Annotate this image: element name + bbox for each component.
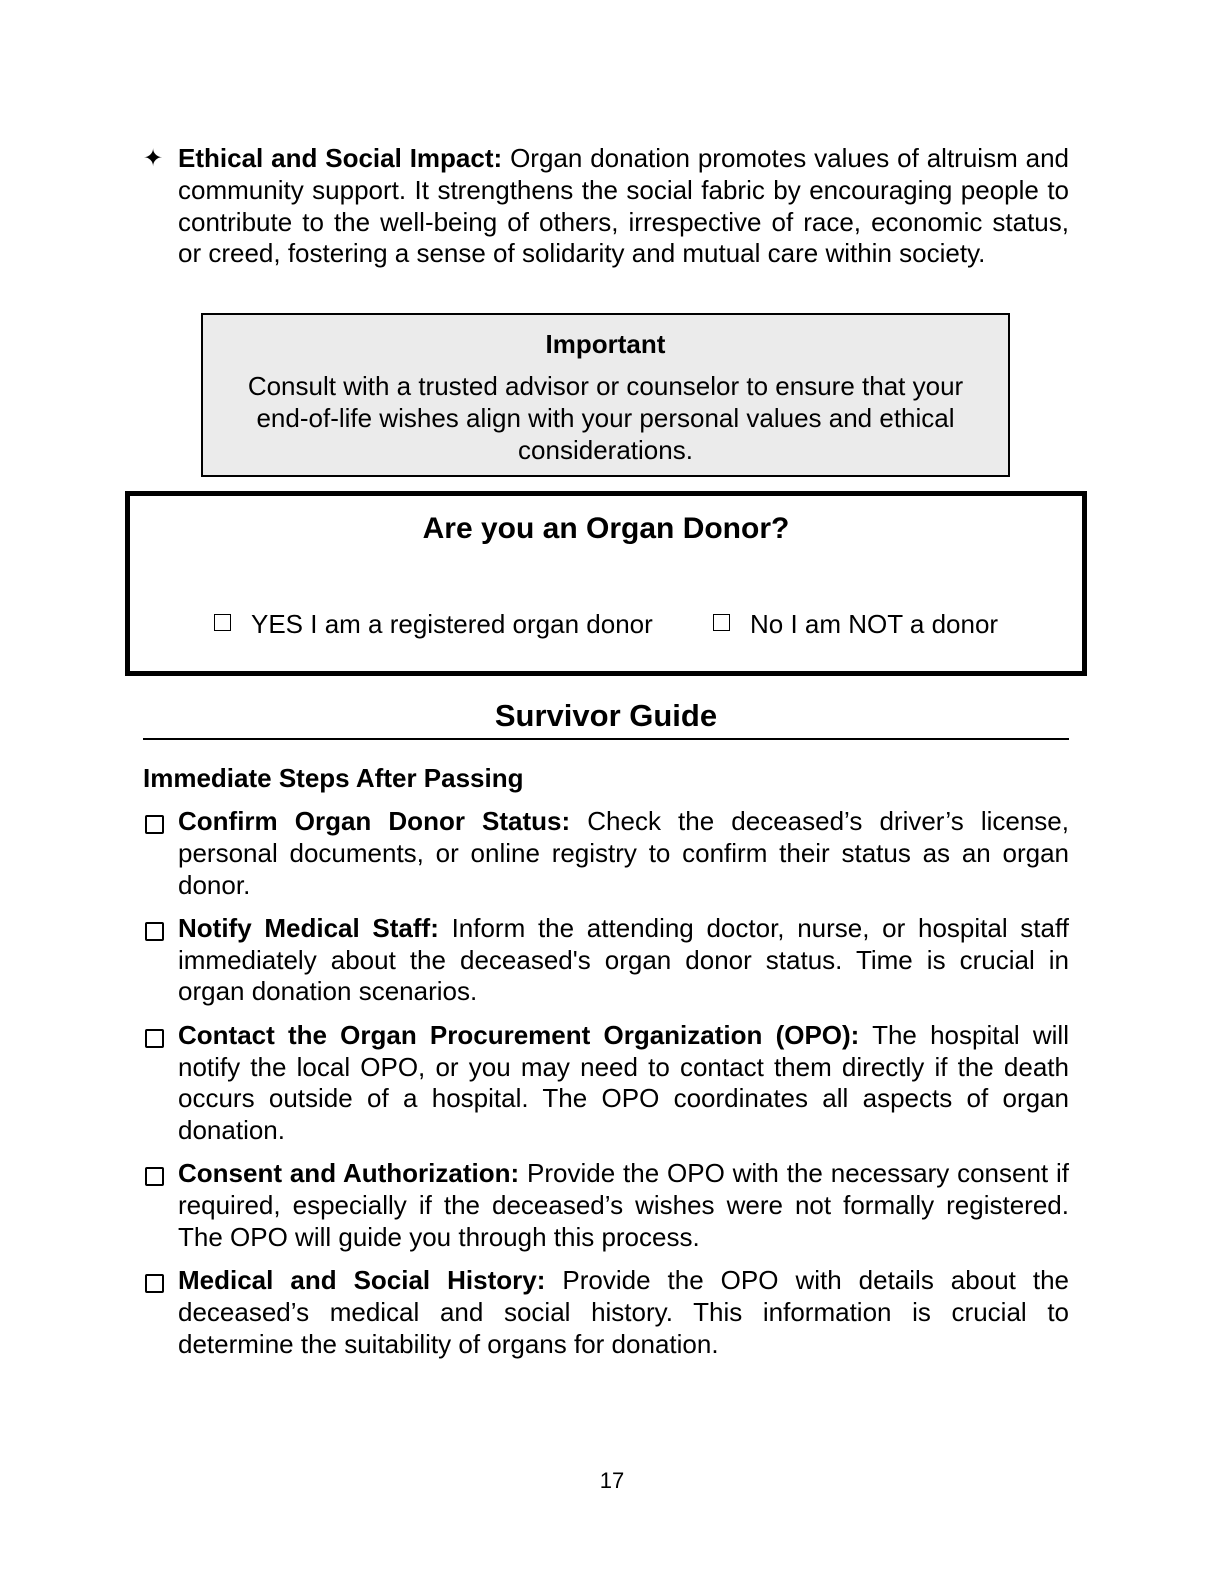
checklist-item-title: Confirm Organ Donor Status: — [178, 806, 571, 836]
checklist-item-title: Contact the Organ Procurement Organization (OPO): — [178, 1019, 860, 1050]
checklist-item — [143, 806, 1069, 901]
checklist-item-text — [178, 913, 1069, 1008]
donor-yes-option[interactable] — [214, 608, 653, 640]
checklist-checkbox[interactable] — [145, 1274, 164, 1293]
checklist-item — [143, 913, 1069, 1008]
immediate-steps-heading: Immediate Steps After Passing — [143, 763, 524, 793]
checklist-item-text — [178, 1265, 1069, 1360]
section-divider — [143, 738, 1069, 740]
checklist-item-text — [178, 1158, 1069, 1253]
checklist-item-text — [178, 1020, 1069, 1147]
checklist-item-body: The hospital will notify the local OPO, or you may need to contact them directly if the death occurs outside of a hospital. The OPO coordinates all aspects of organ donation. — [178, 1019, 1069, 1146]
survivor-guide-title: Survivor Guide — [494, 698, 718, 733]
checklist-item-body: Provide the OPO with the necessary consent if required, especially if the deceased’s wishes were not formally registered. The OPO will guide you through this process. — [178, 1158, 1069, 1253]
four-point-star-icon: ✦ — [143, 145, 164, 172]
important-callout-title: Important — [545, 329, 666, 359]
checklist-item — [143, 1020, 1069, 1147]
checklist-checkbox[interactable] — [145, 1029, 164, 1048]
organ-donor-form-box — [125, 491, 1087, 676]
checklist-item-body: Inform the attending doctor, nurse, or hospital staff immediately about the deceased's organ donor status. Time is crucial in organ donation scenarios. — [178, 912, 1069, 1007]
donor-no-option[interactable] — [713, 608, 998, 640]
ethical-social-impact-title: Ethical and Social Impact: — [178, 143, 503, 173]
checklist-item-body: Provide the OPO with details about the deceased’s medical and social history. This information is crucial to determine the suitability of organs for donation. — [178, 1265, 1070, 1359]
ethical-social-impact-paragraph — [143, 143, 1069, 270]
checklist-checkbox[interactable] — [145, 815, 164, 834]
important-callout-box — [201, 313, 1010, 477]
checklist-item-title: Medical and Social History: — [178, 1265, 546, 1296]
checklist-checkbox[interactable] — [145, 922, 164, 941]
checklist-item-title: Notify Medical Staff: — [178, 912, 439, 943]
organ-donor-question: Are you an Organ Donor? — [422, 512, 790, 545]
checklist-item — [143, 1158, 1069, 1253]
page-number: 17 — [599, 1468, 625, 1493]
ethical-social-impact-body: Organ donation promotes values of altruism and community support. It strengthens the social fabric by encouraging people to contribute to the well-being of others, irrespective of race, economic status, or creed, fostering a sense of solidarity and mutual care within society. — [178, 143, 1069, 269]
checklist-item-title: Consent and Authorization: — [178, 1158, 520, 1189]
ethical-social-impact-text — [178, 143, 1069, 270]
donor-no-label: No I am NOT a donor — [750, 609, 999, 639]
checklist-item-text — [178, 806, 1069, 901]
checklist-checkbox[interactable] — [145, 1167, 164, 1186]
checklist-item-body: Check the deceased’s driver’s license, personal documents, or online registry to confirm their status as an organ donor. — [178, 806, 1069, 900]
donor-yes-label: YES I am a registered organ donor — [251, 609, 653, 639]
important-callout-text: Consult with a trusted advisor or counselor to ensure that your end-of-life wishes align with your personal values and ethical considerations. — [247, 371, 964, 465]
checklist-item — [143, 1265, 1069, 1360]
immediate-steps-checklist — [143, 806, 1069, 1372]
donor-yes-checkbox[interactable] — [214, 614, 231, 631]
donor-no-checkbox[interactable] — [713, 614, 730, 631]
